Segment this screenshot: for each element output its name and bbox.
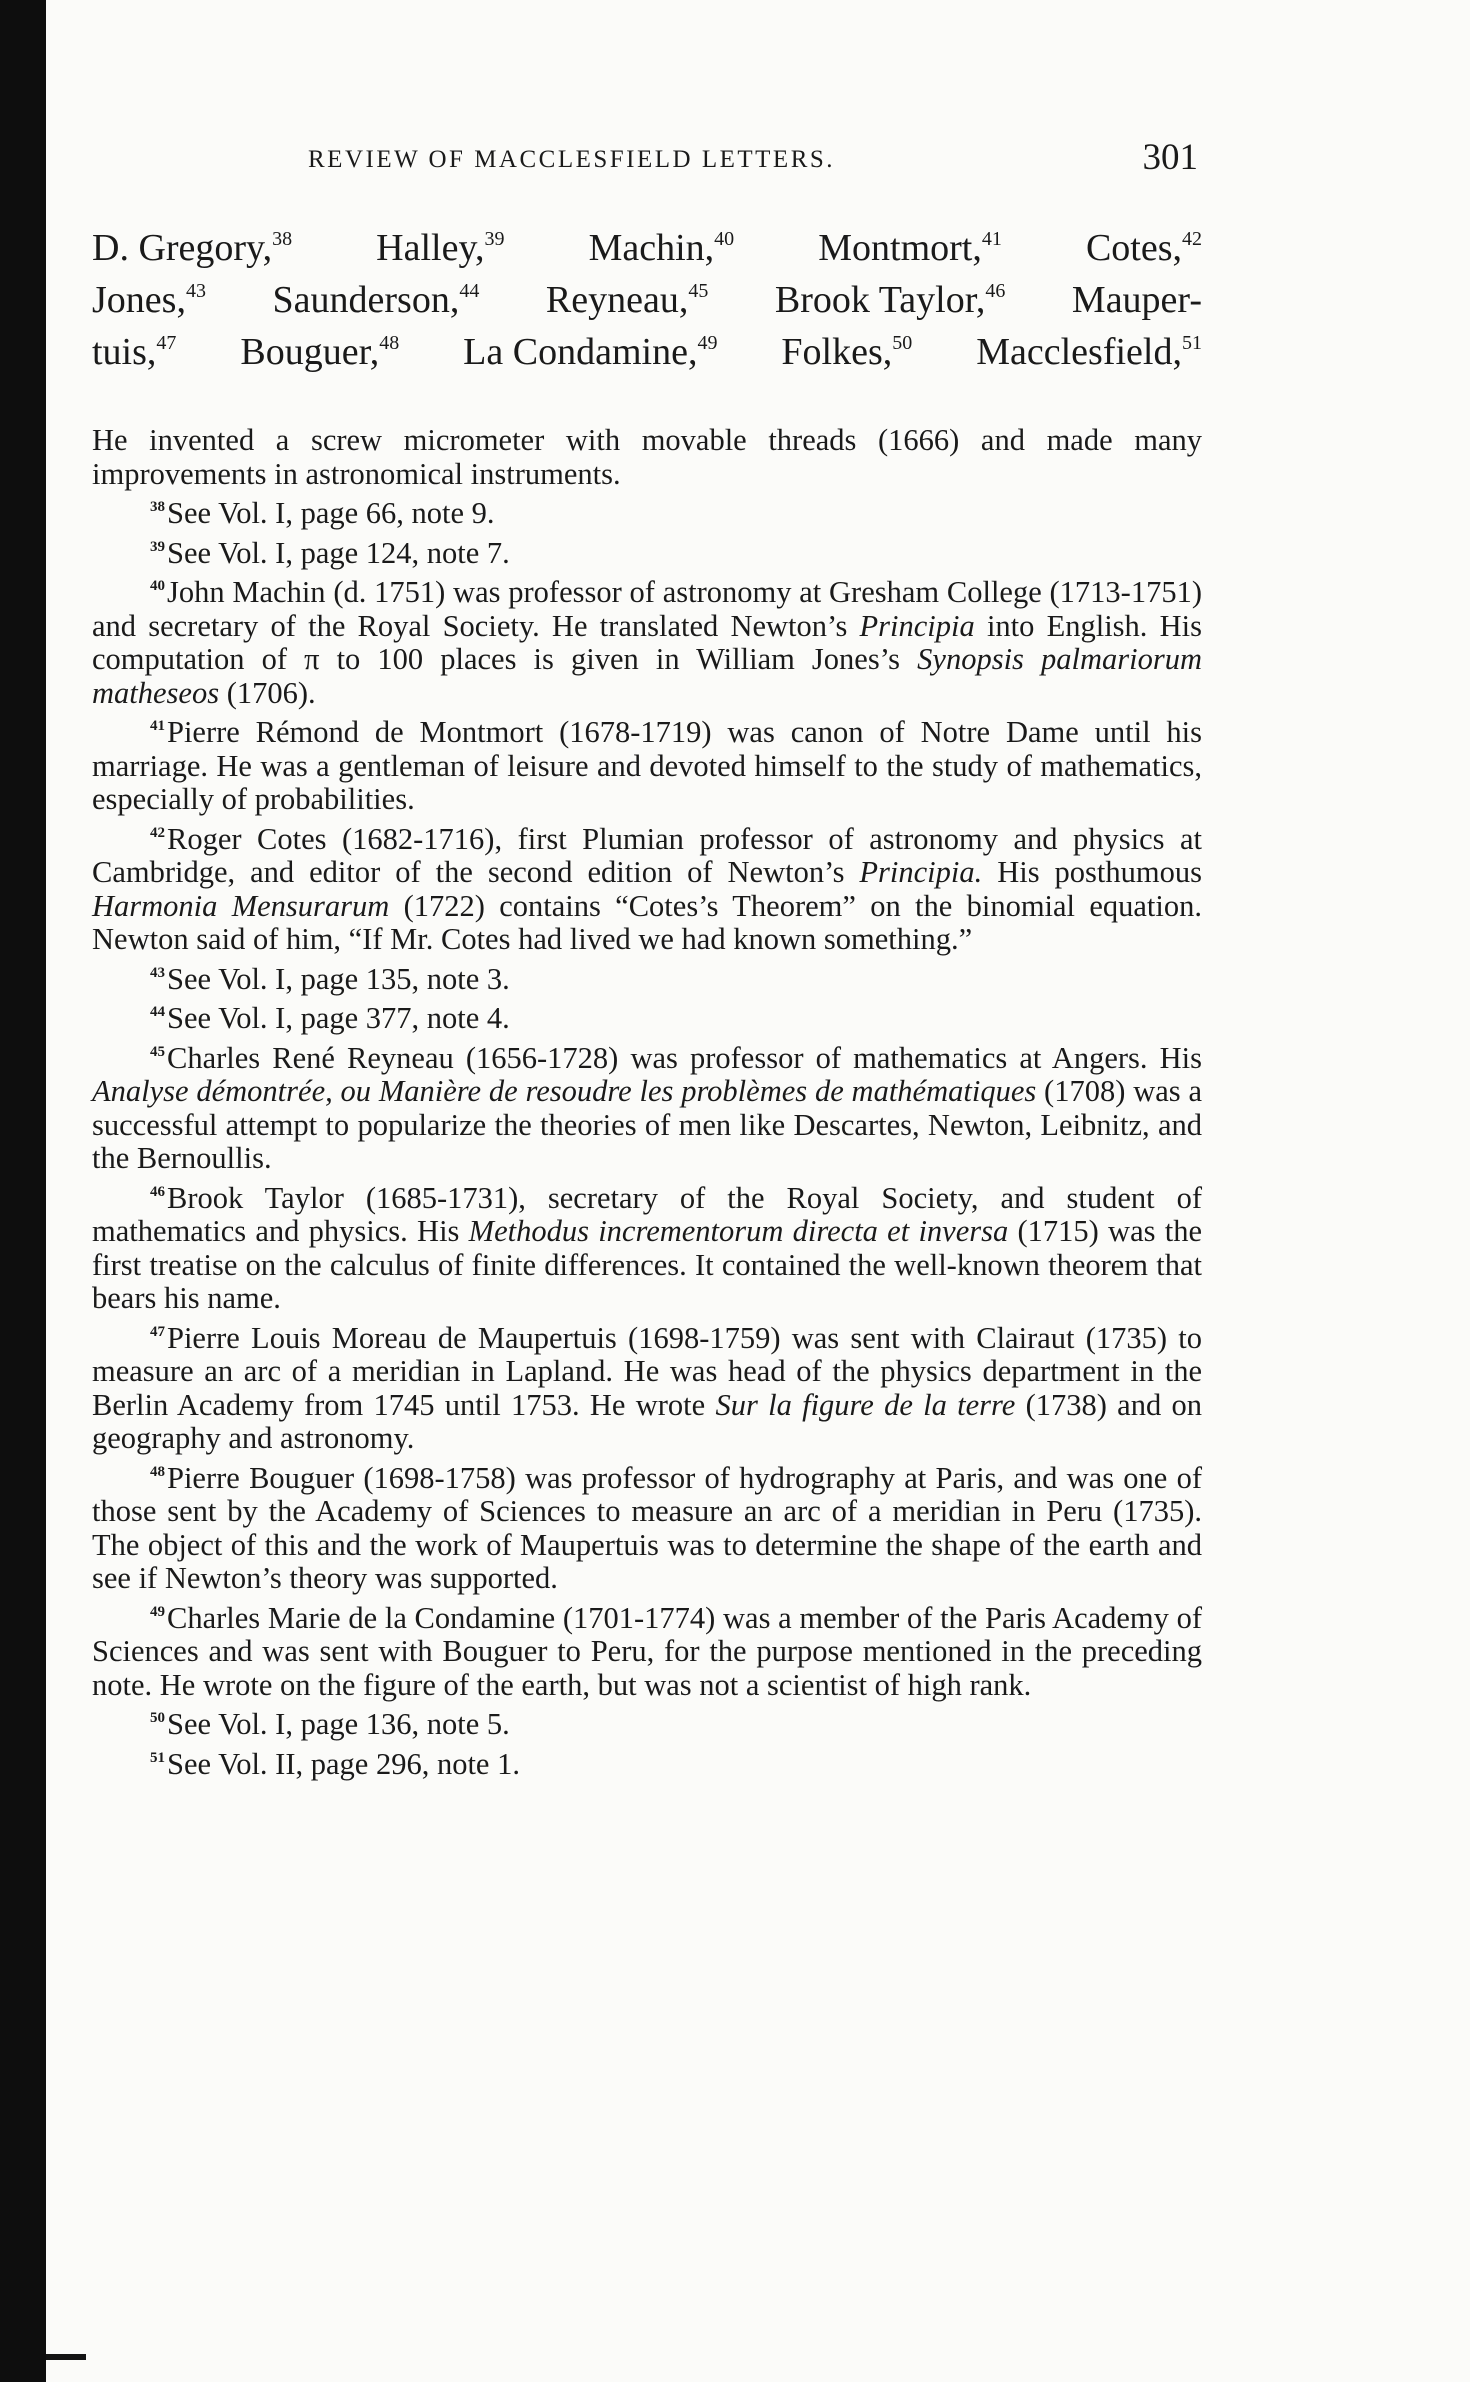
name-montmort: Montmort,$^{41}$ bbox=[818, 227, 1002, 269]
name-folkes: Folkes,$^{50}$ bbox=[781, 331, 913, 373]
footnote-41: $^{41}$Pierre Rémond de Montmort (1678-1719) was canon of Notre Dame until his marriage. He was a gentleman of leisure and devoted himself to the study of mathematics, especially of probabilities. bbox=[92, 715, 1202, 816]
name-jones: Jones,$^{43}$ bbox=[92, 279, 206, 321]
name-la-condamine: La Condamine,$^{49}$ bbox=[463, 331, 718, 373]
footnote-42: $^{42}$Roger Cotes (1682-1716), first Plumian professor of astronomy and physics at Cambridge, and editor of the second edition of Newton’s Principia. His posthumous Harmonia Mensurarum (1722) contains “Cotes’s Theorem” on the binomial equation. Newton said of him, “If Mr. Cotes had lived we had known something.” bbox=[92, 821, 1202, 956]
page-number: 301 bbox=[1142, 137, 1198, 178]
footnote-38: $^{38}$See Vol. I, page 66, note 9. bbox=[150, 496, 495, 530]
name-reyneau: Reyneau,$^{45}$ bbox=[545, 279, 709, 321]
name-bouguer: Bouguer,$^{48}$ bbox=[240, 331, 400, 373]
footnote-45: $^{45}$Charles René Reyneau (1656-1728) was professor of mathematics at Angers. His Analyse démontrée, ou Manière de resoudre les problèmes de mathématiques (1708) was a successful attempt to popularize the theories of men like Descartes, Newton, Leibnitz, and the Bernoullis. bbox=[92, 1040, 1202, 1175]
name-maupertuis-end: tuis,$^{47}$ bbox=[92, 331, 177, 373]
name-saunderson: Saunderson,$^{44}$ bbox=[272, 279, 480, 321]
footnote-46: $^{46}$Brook Taylor (1685-1731), secretary of the Royal Society, and student of mathematics and physics. His Methodus incrementorum directa et inversa (1715) was the first treatise on the calculus of finite differences. It contained the well-known theorem that bears his name. bbox=[92, 1180, 1202, 1315]
footnote-47: $^{47}$Pierre Louis Moreau de Maupertuis (1698-1759) was sent with Clairaut (1735) to measure an arc of a meridian in Lapland. He was head of the physics department in the Berlin Academy from 1745 until 1753. He wrote Sur la figure de la terre (1738) and on geography and astronomy. bbox=[92, 1320, 1202, 1455]
book-page bbox=[92, 0, 1202, 2382]
book-spine-shadow bbox=[0, 0, 46, 2382]
footnote-44: $^{44}$See Vol. I, page 377, note 4. bbox=[150, 1001, 510, 1035]
names-line-2 bbox=[92, 274, 1202, 326]
name-cotes: Cotes,$^{42}$ bbox=[1085, 227, 1202, 269]
correspondent-names bbox=[92, 222, 1202, 378]
footnote-40: $^{40}$John Machin (d. 1751) was professor of astronomy at Gresham College (1713-1751) and secretary of the Royal Society. He translated Newton’s Principia into English. His computation of π to 100 places is given in William Jones’s Synopsis palmariorum matheseos (1706). bbox=[92, 575, 1202, 710]
names-line-3 bbox=[92, 326, 1202, 378]
footnote-50: $^{50}$See Vol. I, page 136, note 5. bbox=[150, 1707, 510, 1741]
footnote-49: $^{49}$Charles Marie de la Condamine (1701-1774) was a member of the Paris Academy of Sciences and was sent with Bouguer to Peru, for the purpose mentioned in the preceding note. He wrote on the figure of the earth, but was not a scientist of high rank. bbox=[92, 1600, 1202, 1702]
names-line-1 bbox=[92, 222, 1202, 274]
name-halley: Halley,$^{39}$ bbox=[376, 227, 505, 269]
footnote-continuation: He invented a screw micrometer with movable threads (1666) and made many improvements in astronomical instruments. bbox=[92, 423, 1202, 491]
footnotes bbox=[92, 424, 1202, 1787]
footnote-39: $^{39}$See Vol. I, page 124, note 7. bbox=[150, 535, 510, 570]
footnote-48: $^{48}$Pierre Bouguer (1698-1758) was professor of hydrography at Paris, and was one of those sent by the Academy of Sciences to measure an arc of a meridian in Peru (1735). The object of this and the work of Maupertuis was to determine the shape of the earth and see if Newton’s theory was supported. bbox=[92, 1460, 1202, 1595]
book-spine-foot bbox=[46, 2354, 86, 2360]
name-maupertuis-start: Mauper- bbox=[1071, 279, 1202, 321]
footnote-51: $^{51}$See Vol. II, page 296, note 1. bbox=[150, 1746, 520, 1781]
name-brook-taylor: Brook Taylor,$^{46}$ bbox=[774, 279, 1006, 321]
name-machin: Machin,$^{40}$ bbox=[588, 227, 735, 269]
page-header bbox=[92, 136, 1202, 186]
running-title: REVIEW OF MACCLESFIELD LETTERS. bbox=[308, 146, 836, 173]
footnote-43: $^{43}$See Vol. I, page 135, note 3. bbox=[150, 961, 510, 996]
name-macclesfield: Macclesfield,$^{51}$ bbox=[976, 331, 1202, 373]
name-gregory: D. Gregory,$^{38}$ bbox=[92, 227, 293, 269]
